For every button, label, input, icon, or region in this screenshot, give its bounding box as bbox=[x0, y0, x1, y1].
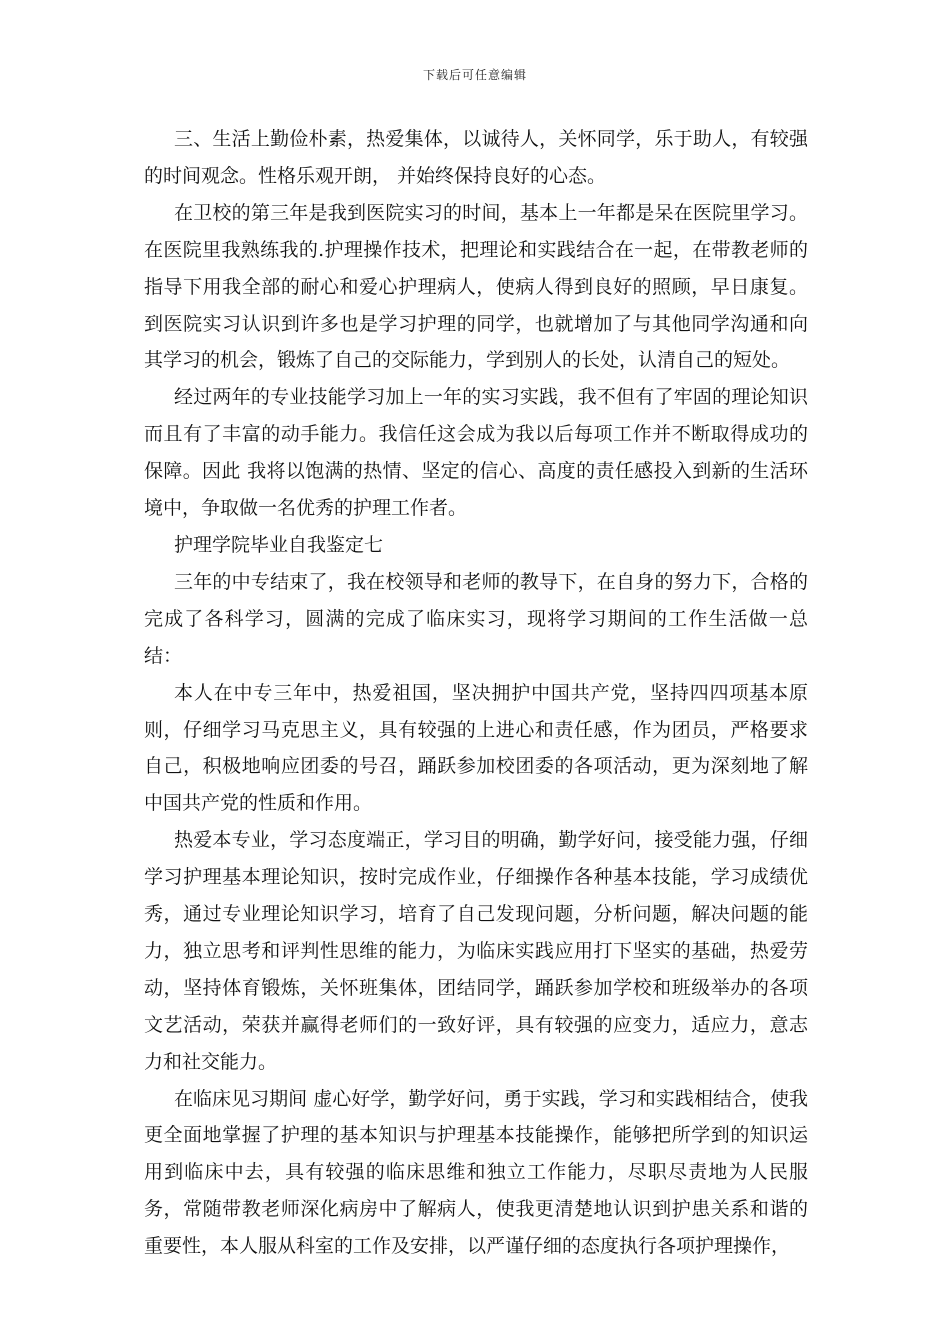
paragraph: 在卫校的第三年是我到医院实习的时间，基本上一年都是呆在医院里学习。在医院里我熟练我的.护理操作技术，把理论和实践结合在一起，在带教老师的指导下用我全部的耐心和爱心护理病人，使病人得到良好的照顾，早日康复。到医院实习认识到许多也是学习护理的同学，也就增加了与其他同学沟通和向其学习的机会，锻炼了自己的交际能力，学到别人的长处，认清自己的短处。 bbox=[144, 201, 808, 372]
paragraph: 经过两年的专业技能学习加上一年的实习实践，我不但有了牢固的理论知识而且有了丰富的动手能力。我信任这会成为我以后每项工作并不断取得成功的保障。因此 我将以饱满的热情、坚定的信心、高度的责任感投入到新的生活环境中，争取做一名优秀的护理工作者。 bbox=[144, 386, 808, 520]
section-title: 护理学院毕业自我鉴定七 bbox=[174, 533, 384, 556]
document-body bbox=[144, 121, 808, 1265]
paragraph: 三年的中专结束了，我在校领导和老师的教导下，在自身的努力下，合格的完成了各科学习，圆满的完成了临床实习，现将学习期间的工作生活做一总结： bbox=[144, 570, 808, 667]
paragraph: 在临床见习期间 虚心好学，勤学好问，勇于实践，学习和实践相结合，使我更全面地掌握了护理的基本知识与护理基本技能操作，能够把所学到的知识运用到临床中去，具有较强的临床思维和独立工作能力，尽职尽责地为人民服务，常随带教老师深化病房中了解病人，使我更清楚地认识到护患关系和谐的重要性，本人服从科室的工作及安排，以严谨仔细的态度执行各项护理操作， bbox=[144, 1087, 808, 1258]
paragraph: 本人在中专三年中，热爱祖国，坚决拥护中国共产党，坚持四四项基本原则，仔细学习马克思主义，具有较强的上进心和责任感，作为团员，严格要求自己，积极地响应团委的号召，踊跃参加校团委的各项活动，更为深刻地了解中国共产党的性质和作用。 bbox=[144, 681, 808, 815]
paragraph: 三、生活上勤俭朴素，热爱集体，以诚待人，关怀同学，乐于助人，有较强的时间观念。性格乐观开朗， 并始终保持良好的心态。 bbox=[144, 128, 808, 187]
paragraph: 热爱本专业，学习态度端正，学习目的明确，勤学好问，接受能力强，仔细学习护理基本理论知识，按时完成作业，仔细操作各种基本技能，学习成绩优秀，通过专业理论知识学习，培育了自己发现问题，分析问题，解决问题的能力，独立思考和评判性思维的能力，为临床实践应用打下坚实的基础，热爱劳动，坚持体育锻炼，关怀班集体，团结同学，踊跃参加学校和班级举办的各项文艺活动，荣获并赢得老师们的一致好评，具有较强的应变力，适应力，意志力和社交能力。 bbox=[144, 829, 808, 1073]
page-header: 下载后可任意编辑 bbox=[422, 68, 527, 82]
